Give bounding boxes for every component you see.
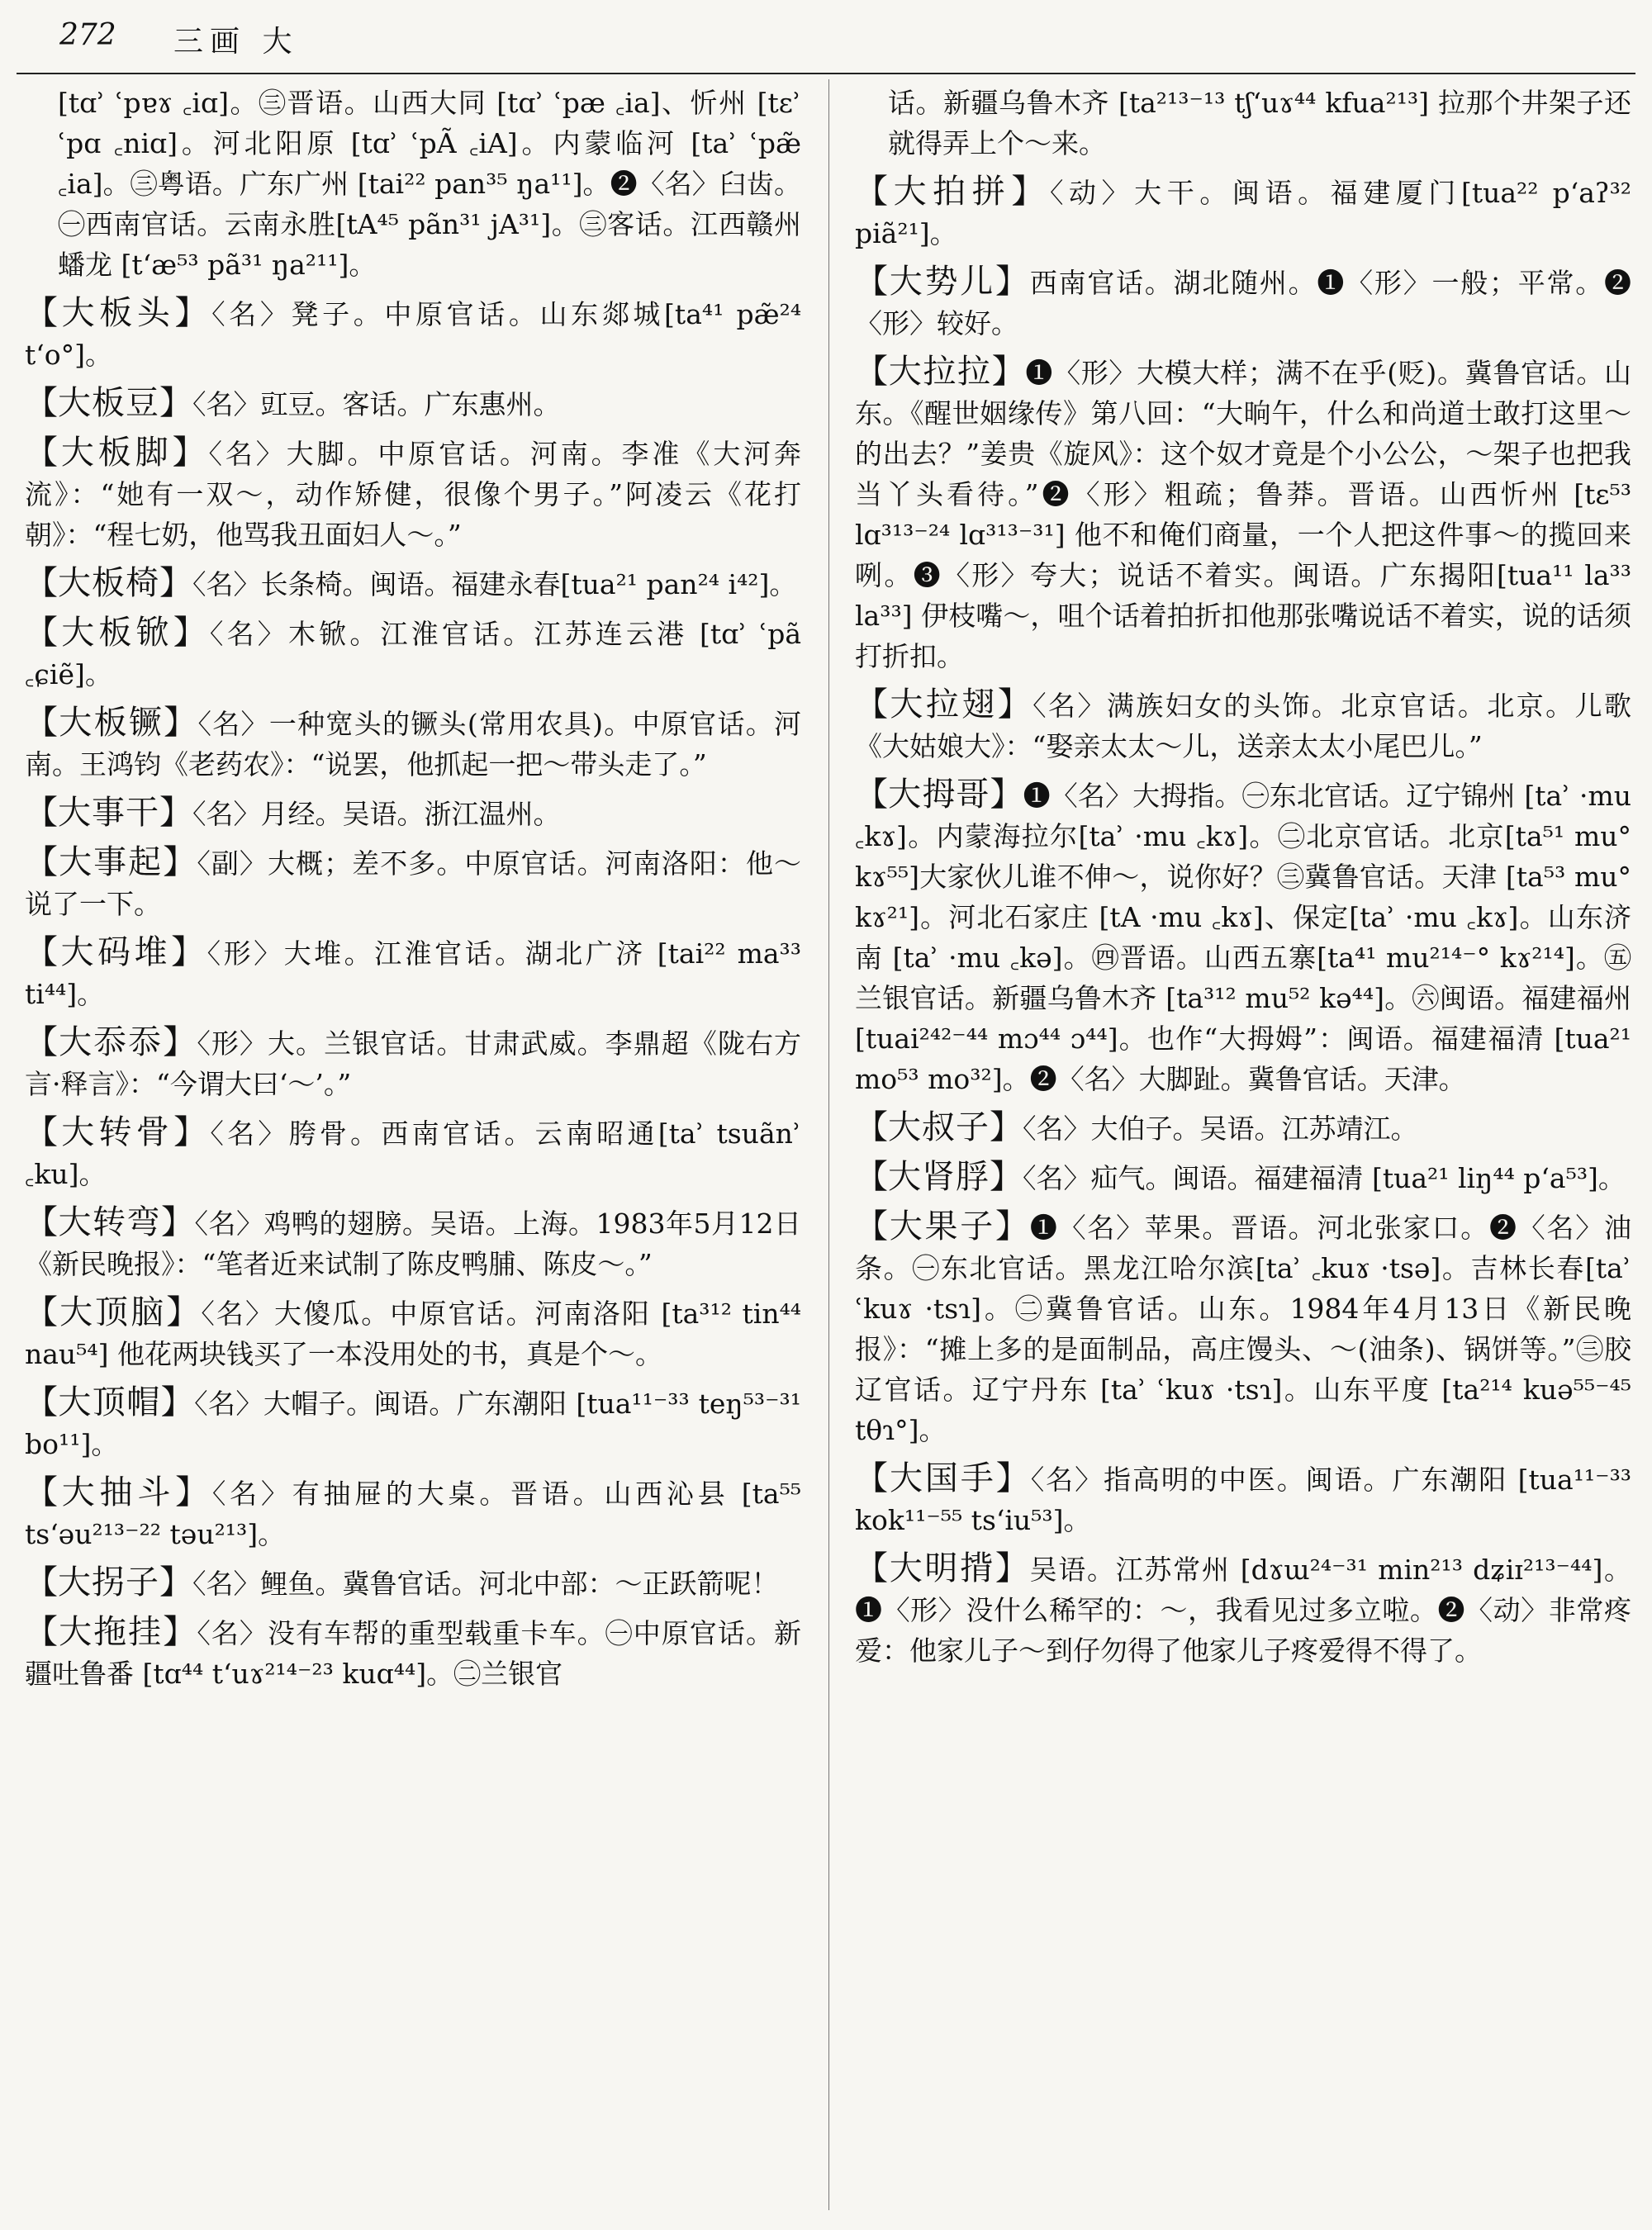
headword-bracket-close: 】 <box>997 686 1033 724</box>
headword-bracket-close: 】 <box>166 1293 202 1331</box>
headword-bracket-open: 【 <box>855 1158 888 1196</box>
entry-definition: ❶〈名〉苹果。晋语。河北张家口。❷〈名〉油条。㊀东北官话。黑龙江哈尔滨[taʾ ꜀kuɤ ·tsə]。吉林长春[taʾ ʿkuɤ ·tsɿ]。㊁冀鲁官话。山东。1984年4月13日《新民晚报》：“摊上多的是面制品，高庄馒头、～(油条)、锅饼等。”㊂胶辽官话。辽宁丹东 [taʾ ʿkuɤ ·tsɿ]。山东平度 [ta²¹⁴ kuə⁵⁵⁻⁴⁵ tθɿ°]。 <box>855 1212 1632 1446</box>
headword: 大板脚 <box>60 434 173 472</box>
headword: 大转骨 <box>61 1113 174 1151</box>
dictionary-entry <box>855 1157 1631 1198</box>
headword-bracket-open: 【 <box>855 1208 890 1245</box>
headword-bracket-close: 】 <box>160 1383 195 1421</box>
headword-bracket-close: 】 <box>175 1473 212 1511</box>
page-header <box>50 18 1635 68</box>
entry-definition: 〈名〉疝气。闽语。福建福清 [tua²¹ liŋ⁴⁴ pʻa⁵³]。 <box>1023 1162 1626 1194</box>
headword: 大拇哥 <box>888 776 990 814</box>
dictionary-entry <box>25 383 801 425</box>
dictionary-entry <box>25 793 801 834</box>
dictionary-entry <box>25 433 801 555</box>
headword-bracket-open: 【 <box>25 1293 60 1331</box>
headword-bracket-open: 【 <box>25 614 62 652</box>
headword-bracket-close: 】 <box>159 384 192 422</box>
headword-bracket-close: 】 <box>995 1549 1030 1587</box>
headword: 大板豆 <box>58 384 159 422</box>
entry-definition: 西南官话。湖北随州。❶〈形〉一般；平常。❷〈形〉较好。 <box>855 267 1632 339</box>
dictionary-entry <box>25 1473 801 1554</box>
headword-bracket-open: 【 <box>25 434 61 472</box>
page-number: 272 <box>59 18 116 52</box>
dictionary-entry <box>25 1612 801 1694</box>
right-column <box>855 83 1631 1679</box>
header-rule <box>17 73 1635 74</box>
entry-definition: 〈名〉鸡鸭的翅膀。吴语。上海。1983年5月12日《新民晚报》：“笔者近来试制了陈皮鸭脯、陈皮～。” <box>25 1208 802 1280</box>
headword: 大码堆 <box>60 933 172 971</box>
entry-definition: 〈名〉大帽子。闽语。广东潮阳 [tua¹¹⁻³³ teŋ⁵³⁻³¹ bo¹¹]。 <box>25 1388 802 1460</box>
headword: 大拉翅 <box>890 686 998 724</box>
dictionary-entry <box>25 1203 801 1284</box>
headword-bracket-close: 】 <box>163 1613 197 1651</box>
headword: 大拖挂 <box>59 1613 164 1651</box>
headword: 大拐子 <box>58 1563 159 1601</box>
dictionary-entry <box>25 1022 801 1104</box>
headword-bracket-open: 【 <box>855 1549 890 1587</box>
entry-list <box>855 172 1631 1671</box>
headword: 大果子 <box>889 1208 996 1245</box>
continuation-text: [tɑʾ ʿpɐɤ ꜀iɑ]。㊂晋语。山西大同 [tɑʾ ʿpæ ꜀ia]、忻州 [tɛʾ ʿpɑ ꜀niɑ]。河北阳原 [tɑʾ ʿpÃ ꜀iA]。内蒙临河 [taʾ ʿpæ̃ ꜀ia]。㊂粤语。广东广州 [tai²² pan³⁵ ŋa¹¹]。❷〈名〉臼齿。㊀西南官话。云南永胜[tA⁴⁵ pãn³¹ jA³¹]。㊂客话。江西赣州蟠龙 [tʻæ⁵³ pã³¹ ŋa²¹¹]。 <box>58 87 801 281</box>
entry-definition: 〈名〉大伯子。吴语。江苏靖江。 <box>1023 1113 1418 1145</box>
headword: 大拉拉 <box>888 353 992 391</box>
headword: 大国手 <box>889 1459 996 1497</box>
dictionary-entry <box>855 1207 1631 1450</box>
headword-bracket-close: 】 <box>159 1563 192 1601</box>
entry-definition: ❶〈名〉大拇指。㊀东北官话。辽宁锦州 [taʾ ·mu ꜀kɤ]。内蒙海拉尔[taʾ ·mu ꜀kɤ]。㊁北京官话。北京[ta⁵¹ mu° kɤ⁵⁵]大家伙儿谁不伸～，说你好？㊂冀鲁官话。天津 [ta⁵³ mu° kɤ²¹]。河北石家庄 [tA ·mu ꜀kɤ]、保定[taʾ ·mu ꜀kɤ]。山东济南 [taʾ ·mu ꜀kə]。㊃晋语。山西五寨[ta⁴¹ mu²¹⁴⁻° kɤ²¹⁴]。㊄兰银官话。新疆乌鲁木齐 [ta³¹² mu⁵² kə⁴⁴]。㊅闽语。福建福州 [tuai²⁴²⁻⁴⁴ mɔ⁴⁴ ɔ⁴⁴]。也作“大拇姆”：闽语。福建福清 [tua²¹ mo⁵³ mo³²]。❷〈名〉大脚趾。冀鲁官话。天津。 <box>855 780 1632 1095</box>
headword-bracket-close: 】 <box>161 1203 195 1241</box>
headword-bracket-open: 【 <box>25 294 62 332</box>
headword-bracket-close: 】 <box>990 1108 1023 1146</box>
entry-definition: 〈名〉豇豆。客话。广东惠州。 <box>192 388 561 420</box>
dictionary-entry <box>855 775 1631 1099</box>
headword-bracket-close: 】 <box>995 1208 1030 1245</box>
headword-bracket-close: 】 <box>995 1459 1031 1497</box>
column-divider <box>828 79 829 2210</box>
dictionary-entry <box>25 932 801 1014</box>
entry-definition: 〈名〉凳子。中原官话。山东郯城[ta⁴¹ pæ̃²⁴ tʻo°]。 <box>25 298 802 371</box>
headword-bracket-close: 】 <box>171 933 207 971</box>
headword-bracket-open: 【 <box>25 794 58 832</box>
headword-bracket-open: 【 <box>855 776 889 814</box>
headword-bracket-close: 】 <box>164 704 198 742</box>
headword-bracket-open: 【 <box>855 1108 888 1146</box>
entry-definition: 〈名〉长条椅。闽语。福建永春[tua²¹ pan²⁴ i⁴²]。 <box>192 568 797 600</box>
headword-bracket-close: 】 <box>995 263 1030 301</box>
headword-bracket-open: 【 <box>855 263 890 301</box>
dictionary-entry <box>855 685 1631 766</box>
headword: 大转弯 <box>58 1203 162 1241</box>
headword-bracket-open: 【 <box>25 384 58 422</box>
dictionary-entry <box>855 352 1631 676</box>
headword-bracket-open: 【 <box>25 564 58 602</box>
headword: 大拍拼 <box>893 173 1012 211</box>
headword-bracket-open: 【 <box>25 843 59 881</box>
headword-bracket-close: 】 <box>991 353 1026 391</box>
headword-bracket-close: 】 <box>173 1113 211 1151</box>
dictionary-entry <box>855 1549 1631 1671</box>
entry-definition: 〈名〉一种宽头的镢头(常用农具)。中原官话。河南。王鸿钧《老药农》：“说罢，他抓起一把～带头走了。” <box>25 708 802 780</box>
entry-definition: 〈副〉大概；差不多。中原官话。河南洛阳：他～说了一下。 <box>25 847 802 920</box>
entry-definition: 〈名〉月经。吴语。浙江温州。 <box>192 798 561 830</box>
headword: 大事起 <box>59 843 164 881</box>
headword-bracket-close: 】 <box>159 564 192 602</box>
headword-bracket-close: 】 <box>159 794 192 832</box>
entry-definition: 〈名〉有抽屉的大桌。晋语。山西沁县 [ta⁵⁵ tsʻəu²¹³⁻²² təu²¹³]。 <box>25 1478 802 1550</box>
dictionary-entry <box>25 1563 801 1604</box>
headword: 大忝忝 <box>59 1023 164 1061</box>
dictionary-entry <box>25 563 801 605</box>
headword-bracket-open: 【 <box>25 1563 58 1601</box>
headword-bracket-open: 【 <box>25 933 61 971</box>
headword: 大势儿 <box>889 263 996 301</box>
entry-definition: 〈名〉没有车帮的重型载重卡车。㊀中原官话。新疆吐鲁番 [tɑ⁴⁴ tʻuɤ²¹⁴⁻²³ kuɑ⁴⁴]。㊁兰银官 <box>25 1617 802 1690</box>
headword-bracket-open: 【 <box>25 1113 62 1151</box>
dictionary-entry <box>25 1293 801 1374</box>
headword: 大叔子 <box>888 1108 990 1146</box>
headword-bracket-open: 【 <box>25 1203 59 1241</box>
entry-definition: 〈动〉大干。闽语。福建厦门[tua²² pʻaʔ³² piã²¹]。 <box>855 177 1632 249</box>
dictionary-entry <box>855 1459 1631 1540</box>
entry-definition: 〈形〉大堆。江淮官话。湖北广济 [tai²² ma³³ ti⁴⁴]。 <box>25 937 802 1010</box>
entry-definition: 〈名〉指高明的中医。闽语。广东潮阳 [tua¹¹⁻³³ kok¹¹⁻⁵⁵ tsʻiu⁵³]。 <box>855 1464 1632 1536</box>
entry-definition: 〈名〉木锨。江淮官话。江苏连云港 [tɑʾ ʿpã ꜀ɕiẽ]。 <box>25 618 802 690</box>
dictionary-entry <box>25 703 801 785</box>
entry-definition: 〈名〉满族妇女的头饰。北京官话。北京。儿歌《大姑娘大》：“娶亲太太～儿，送亲太太小尾巴儿。” <box>855 690 1632 762</box>
dictionary-entry <box>25 842 801 924</box>
dictionary-entry <box>855 262 1631 344</box>
headword: 大板镢 <box>59 704 164 742</box>
dictionary-entry <box>25 293 801 375</box>
dictionary-entry <box>855 1108 1631 1149</box>
headword: 大板头 <box>61 294 175 332</box>
entry-definition: 〈名〉鲤鱼。冀鲁官话。河北中部：～正跃箭呢！ <box>192 1568 779 1600</box>
headword-bracket-open: 【 <box>855 1459 890 1497</box>
continuation-text: 话。新疆乌鲁木齐 [ta²¹³⁻¹³ tʃʻuɤ⁴⁴ kfua²¹³] 拉那个井架子还就得弄上个～来。 <box>888 87 1631 159</box>
entry-list <box>25 293 801 1694</box>
headword: 大板椅 <box>58 564 159 602</box>
left-column <box>25 83 801 1702</box>
entry-definition: 〈名〉胯骨。西南官话。云南昭通[taʾ tsuãnʾ ꜀ku]。 <box>25 1117 802 1190</box>
headword-bracket-open: 【 <box>25 1613 59 1651</box>
entry-definition: 〈名〉大脚。中原官话。河南。李准《大河奔流》：“她有一双～，动作矫健，很像个男子。”阿凌云《花打朝》：“程七奶，他骂我丑面妇人～。” <box>25 438 802 551</box>
headword-bracket-close: 】 <box>990 776 1023 814</box>
headword: 大板锨 <box>61 614 173 652</box>
headword: 大肾脬 <box>888 1158 990 1196</box>
headword: 大事干 <box>58 794 159 832</box>
headword: 大明揹 <box>889 1549 995 1587</box>
dictionary-entry <box>25 1113 801 1194</box>
headword-bracket-close: 】 <box>173 614 210 652</box>
headword-bracket-open: 【 <box>25 1023 59 1061</box>
headword-bracket-close: 】 <box>172 434 209 472</box>
headword-bracket-close: 】 <box>163 843 197 881</box>
dictionary-entry <box>25 1383 801 1464</box>
entry-definition: ❶〈形〉大模大样；满不在乎(贬)。冀鲁官话。山东。《醒世姻缘传》第八回：“大晌午，什么和尚道士敢打这里～的出去？”姜贵《旋风》：这个奴才竟是个小公公，～架子也把我当丫头看待。”❷〈形〉粗疏；鲁莽。晋语。山西忻州 [tɛ⁵³ lɑ³¹³⁻²⁴ lɑ³¹³⁻³¹] 他不和俺们商量，一个人把这件事～的揽回来咧。❸〈形〉夸大；说话不着实。闽语。广东揭阳[tua¹¹ la³³ la³³] 伊枝嘴～，咀个话着拍折扣他那张嘴说话不着实，说的话须打折扣。 <box>855 357 1632 672</box>
entry-definition: 〈形〉大。兰银官话。甘肃武威。李鼎超《陇右方言·释言》：“今谓大曰‘～’。” <box>25 1027 802 1100</box>
headword-bracket-open: 【 <box>25 704 59 742</box>
headword: 大顶脑 <box>59 1293 167 1331</box>
running-head: 三画 大 <box>173 25 299 59</box>
headword-bracket-open: 【 <box>855 686 890 724</box>
headword: 大顶帽 <box>58 1383 161 1421</box>
headword-bracket-close: 】 <box>174 294 212 332</box>
dictionary-entry <box>855 172 1631 254</box>
headword: 大抽斗 <box>61 1473 176 1511</box>
headword-bracket-open: 【 <box>855 173 894 211</box>
headword-bracket-close: 】 <box>990 1158 1023 1196</box>
entry-definition: 〈名〉大傻瓜。中原官话。河南洛阳 [ta³¹² tin⁴⁴ nau⁵⁴] 他花两块钱买了一本没用处的书，真是个～。 <box>25 1298 802 1370</box>
entry-definition: 吴语。江苏常州 [dɤɯ²⁴⁻³¹ min²¹³ dʑiɪ²¹³⁻⁴⁴]。❶〈形〉没什么稀罕的：～，我看见过多立啦。❷〈动〉非常疼爱：他家儿子～到仔勿得了他家儿子疼爱得不得了。 <box>855 1554 1632 1667</box>
dictionary-entry <box>25 613 801 695</box>
headword-bracket-open: 【 <box>855 353 889 391</box>
headword-bracket-open: 【 <box>25 1473 62 1511</box>
headword-bracket-open: 【 <box>25 1383 59 1421</box>
headword-bracket-close: 】 <box>163 1023 197 1061</box>
headword-bracket-close: 】 <box>1011 173 1050 211</box>
